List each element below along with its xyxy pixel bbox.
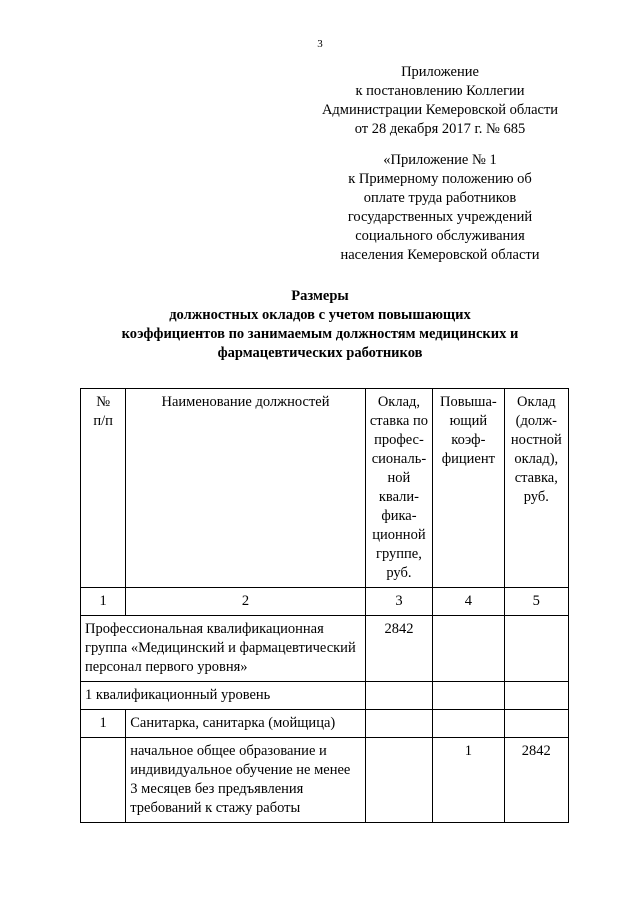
header-line: п/п — [93, 413, 113, 429]
appendix-1-line: оплате труда работников — [363, 190, 517, 206]
group-name: Профессиональная квалификационная группа «Медицинский и фармацевтический персонал первого уровня» — [81, 616, 366, 682]
requirement-coefficient: 1 — [433, 738, 504, 823]
empty-cell — [81, 738, 126, 823]
column-number: 3 — [365, 588, 432, 616]
header-line: коэф- — [451, 432, 486, 448]
empty-cell — [504, 710, 568, 738]
header-line: профес- — [374, 432, 424, 448]
salary-table — [80, 388, 569, 823]
level-name: 1 квалификационный уровень — [81, 682, 366, 710]
table-header-row — [81, 389, 569, 588]
appendix-header — [300, 63, 580, 139]
column-number: 5 — [504, 588, 568, 616]
empty-cell — [365, 738, 432, 823]
title-line: Размеры — [291, 288, 349, 304]
empty-cell — [433, 682, 504, 710]
group-base-salary: 2842 — [365, 616, 432, 682]
header-line: ционной — [372, 527, 426, 543]
column-number-row — [81, 588, 569, 616]
header-number — [81, 389, 126, 588]
page-number: 3 — [317, 38, 323, 50]
position-number: 1 — [81, 710, 126, 738]
column-number: 2 — [126, 588, 365, 616]
position-name: Санитарка, санитарка (мойщица) — [126, 710, 365, 738]
header-line: Повыша- — [439, 394, 497, 410]
empty-cell — [433, 616, 504, 682]
empty-cell — [504, 616, 568, 682]
title-line: фармацевтических работников — [217, 345, 423, 361]
appendix-1-line: к Примерному положению об — [348, 171, 532, 187]
header-line: фика- — [381, 508, 417, 524]
header-line: фициент — [441, 451, 495, 467]
header-line: руб. — [386, 565, 412, 581]
empty-cell — [504, 682, 568, 710]
header-line: группе, — [376, 546, 422, 562]
requirement-text: начальное общее образование и индивидуальное обучение не менее 3 месяцев без предъявления требований к стажу работы — [126, 738, 365, 823]
table-row — [81, 616, 569, 682]
title-line: коэффициентов по занимаемым должностям медицинских и — [121, 326, 519, 342]
empty-cell — [365, 682, 432, 710]
header-line: ной — [387, 470, 411, 486]
header-line: Оклад — [517, 394, 556, 410]
header-line: ющий — [449, 413, 488, 429]
title-line: должностных окладов с учетом повышающих — [169, 307, 471, 323]
header-line: ностной — [510, 432, 562, 448]
appendix-1-line: социального обслуживания — [355, 228, 525, 244]
appendix-1-line: государственных учреждений — [347, 209, 533, 225]
header-line: квали- — [378, 489, 419, 505]
appendix-line: к постановлению Коллегии — [355, 83, 525, 99]
header-line: руб. — [523, 489, 549, 505]
appendix-1-line: населения Кемеровской области — [340, 247, 540, 263]
header-line: сиональ- — [371, 451, 427, 467]
appendix-line: Администрации Кемеровской области — [321, 102, 559, 118]
header-line: № — [96, 394, 111, 410]
header-line: оклад), — [514, 451, 559, 467]
empty-cell — [365, 710, 432, 738]
empty-cell — [433, 710, 504, 738]
document-title — [60, 287, 580, 363]
header-line: Оклад, — [377, 394, 421, 410]
appendix-line: Приложение — [401, 64, 479, 80]
header-base-salary — [365, 389, 432, 588]
column-number: 1 — [81, 588, 126, 616]
table-row — [81, 710, 569, 738]
table-row — [81, 682, 569, 710]
appendix-1-line: «Приложение № 1 — [383, 152, 497, 168]
header-position-name: Наименование должностей — [126, 389, 365, 588]
header-coefficient — [433, 389, 504, 588]
header-line: ставка по — [369, 413, 428, 429]
table-row — [81, 738, 569, 823]
header-line: (долж- — [515, 413, 557, 429]
header-line: ставка, — [514, 470, 558, 486]
appendix-1-header — [300, 151, 580, 265]
column-number: 4 — [433, 588, 504, 616]
header-salary — [504, 389, 568, 588]
requirement-salary: 2842 — [504, 738, 568, 823]
appendix-line: от 28 декабря 2017 г. № 685 — [354, 121, 526, 137]
